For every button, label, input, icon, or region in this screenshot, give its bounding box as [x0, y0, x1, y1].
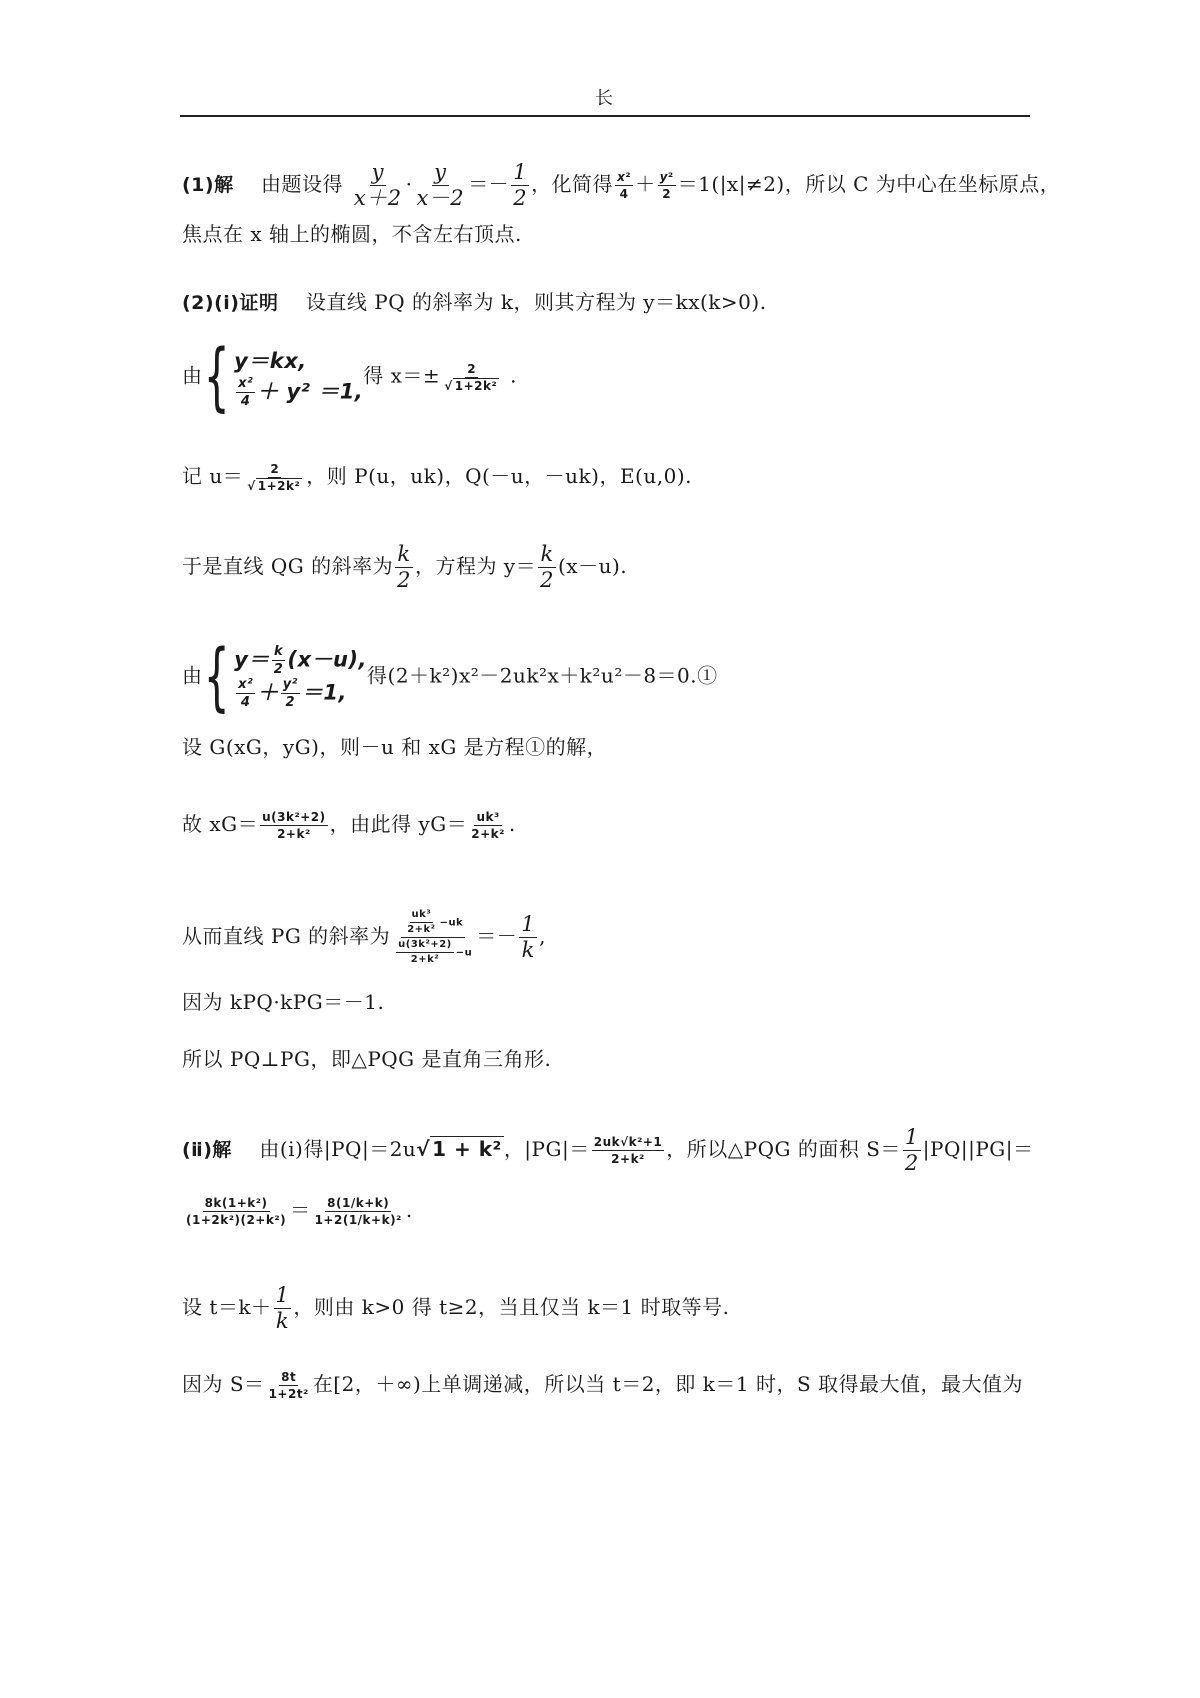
fraction: $\frac{\text{x²}}{4}$	[617, 170, 632, 201]
text: ，|PG|＝	[503, 1137, 590, 1161]
header-rule	[180, 115, 1030, 117]
text: ＝－	[476, 924, 518, 948]
solution-line-2: 焦点在 x 轴上的椭圆，不含左右顶点.	[182, 222, 522, 246]
solution-line-12: 所以 PQ⊥PG，即△PQG 是直角三角形.	[182, 1047, 552, 1071]
fraction: $\frac{\text{uk³}}{\text{2+k²}}$	[471, 810, 505, 841]
text: ，则由 k>0 得 t≥2，当且仅当 k＝1 时取等号.	[293, 1295, 730, 1319]
fraction: $\frac{\text{2uk√k²+1}}{\text{2+k²}}$	[593, 1135, 663, 1166]
solution-line-16	[182, 1370, 1023, 1400]
equation: $\frac{\text{x²}}{4}$ ＋ $\frac{\text{y²}}{2}$ ＝1,	[238, 677, 347, 710]
solution-line-13	[182, 1127, 1034, 1174]
equation: y＝ $\frac{k}{2}$ (x－u),	[234, 644, 368, 677]
solution-line-10: 从而直线 PG 的斜率为 $\frac{\text{uk³}}{\text{2+k²}}$ −uk $\frac{\text{u(3k²+2)}}{\text{2+k²}}$ −u ＝－ $\frac{1}{k}$ ,	[182, 909, 546, 965]
part-label: (1)解	[182, 174, 234, 196]
text: 由题设得	[261, 172, 344, 196]
fraction: $\frac{2}{\text{√ 1+2k²}}$	[247, 462, 301, 493]
solution-line-14: $\frac{\text{8k(1+k²)}}{\text{(1+2k²)(2+k²)}}$ ＝ $\frac{8(1/k+k)}{\text{1+2(1/k+k)²}}$ .	[186, 1196, 413, 1227]
solution-line-1: (1)解 由题设得 $\frac{y}{x+2}$ · $\frac{y}{x-2}$ ＝－ $\frac{1}{2}$ ，化简得 $\frac{\text{x²}}{4}$ ＋ $\frac{\text{y²}}{2}$ ＝1(|x|≠2)，所以 C 为中心在坐标原点，	[182, 160, 1061, 210]
text: ，由此得 yG＝	[329, 812, 468, 836]
text: ，所以△PQG 的面积 S＝	[666, 1137, 901, 1161]
solution-line-5	[182, 462, 692, 492]
fraction: $\frac{\text{y²}}{2}$	[659, 170, 674, 201]
text: |PQ||PG|＝	[922, 1137, 1034, 1161]
text: (x－u).	[558, 554, 628, 578]
text: 从而直线 PG 的斜率为	[182, 924, 391, 948]
solution-line-9: 故 xG＝ $\frac{\text{u(3k²+2)}}{\text{2+k²}}$ ，由此得 yG＝ $\frac{\text{uk³}}{\text{2+k²}}$ .	[182, 810, 516, 841]
fraction: $\frac{8t}{\text{1+2t²}}$	[268, 1370, 309, 1401]
text: 由(ⅰ)得|PQ|＝2u	[259, 1137, 417, 1161]
equation-system	[203, 634, 368, 720]
brace: {	[203, 334, 230, 420]
text: 得(2＋k²)x²－2uk²x＋k²u²－8＝0.①	[367, 663, 718, 688]
solution-line-11: 因为 kPQ·kPG＝－1.	[182, 990, 385, 1014]
solution-line-15	[182, 1285, 730, 1332]
compound-fraction: $\frac{\text{uk³}}{\text{2+k²}}$ −uk $\frac{\text{u(3k²+2)}}{\text{2+k²}}$ −u	[398, 909, 473, 965]
solution-line-6	[182, 544, 627, 591]
equation: $\frac{\text{x²}}{4}$ ＋ y² ＝1,	[238, 375, 364, 409]
text: 设直线 PQ 的斜率为 k，则其方程为 y＝kx(k>0).	[305, 290, 767, 314]
text: 设 t＝k＋	[182, 1295, 272, 1319]
solution-line-4: 由 { y＝kx, $\frac{\text{x²}}{4}$ ＋ y² ＝1, 得 x＝± $\frac{2}{\text{√ 1+2k²}}$ .	[182, 334, 517, 420]
part-label: (ⅱ)解	[182, 1139, 232, 1161]
part-label: (2)(ⅰ)证明	[182, 292, 279, 314]
fraction: $\frac{k}{2}$	[397, 542, 411, 592]
text: 因为 S＝	[182, 1372, 265, 1396]
fraction: $\frac{1}{2}$	[513, 160, 528, 210]
solution-line-7	[182, 634, 718, 720]
text: 由	[182, 363, 203, 388]
text: ，方程为 y＝	[414, 554, 537, 578]
text: 故 xG＝	[182, 812, 259, 836]
fraction: $\frac{y}{x-2}$	[416, 160, 465, 210]
text: 得 x＝±	[363, 363, 441, 388]
sqrt: √ 1 + k²	[416, 1137, 502, 1161]
text: ＝1(|x|≠2)，所以 C 为中心在坐标原点，	[677, 172, 1061, 196]
fraction: $\frac{1}{k}$	[521, 912, 536, 962]
text: 记 u＝	[182, 464, 244, 488]
text: ，则 P(u，uk)，Q(－u，－uk)，E(u,0).	[306, 464, 692, 488]
fraction: $\frac{1}{2}$	[904, 1125, 919, 1175]
fraction: $\frac{1}{k}$	[275, 1283, 290, 1333]
solution-line-3	[182, 288, 767, 317]
text: 于是直线 QG 的斜率为	[182, 554, 394, 578]
text: 由	[182, 663, 203, 688]
fraction: $\frac{k}{2}$	[540, 542, 554, 592]
equation-system	[203, 334, 364, 420]
fraction: $\frac{8(1/k+k)}{\text{1+2(1/k+k)²}}$	[314, 1196, 402, 1227]
fraction: $\frac{y}{x+2}$	[353, 160, 402, 210]
text: 在[2，＋∞)上单调递减，所以当 t＝2，即 k＝1 时，S 取得最大值，最大值为	[312, 1372, 1024, 1396]
solution-line-8: 设 G(xG，yG)，则－u 和 xG 是方程①的解，	[182, 735, 608, 759]
page-header: 长	[595, 88, 615, 109]
fraction: $\frac{\text{8k(1+k²)}}{\text{(1+2k²)(2+k²)}}$	[186, 1196, 287, 1227]
fraction: $\frac{\text{u(3k²+2)}}{\text{2+k²}}$	[262, 810, 326, 841]
fraction: $\frac{2}{\text{√ 1+2k²}}$	[444, 361, 498, 393]
equation: y＝kx,	[234, 348, 307, 373]
text: ，化简得	[531, 172, 614, 196]
brace: {	[203, 634, 230, 720]
